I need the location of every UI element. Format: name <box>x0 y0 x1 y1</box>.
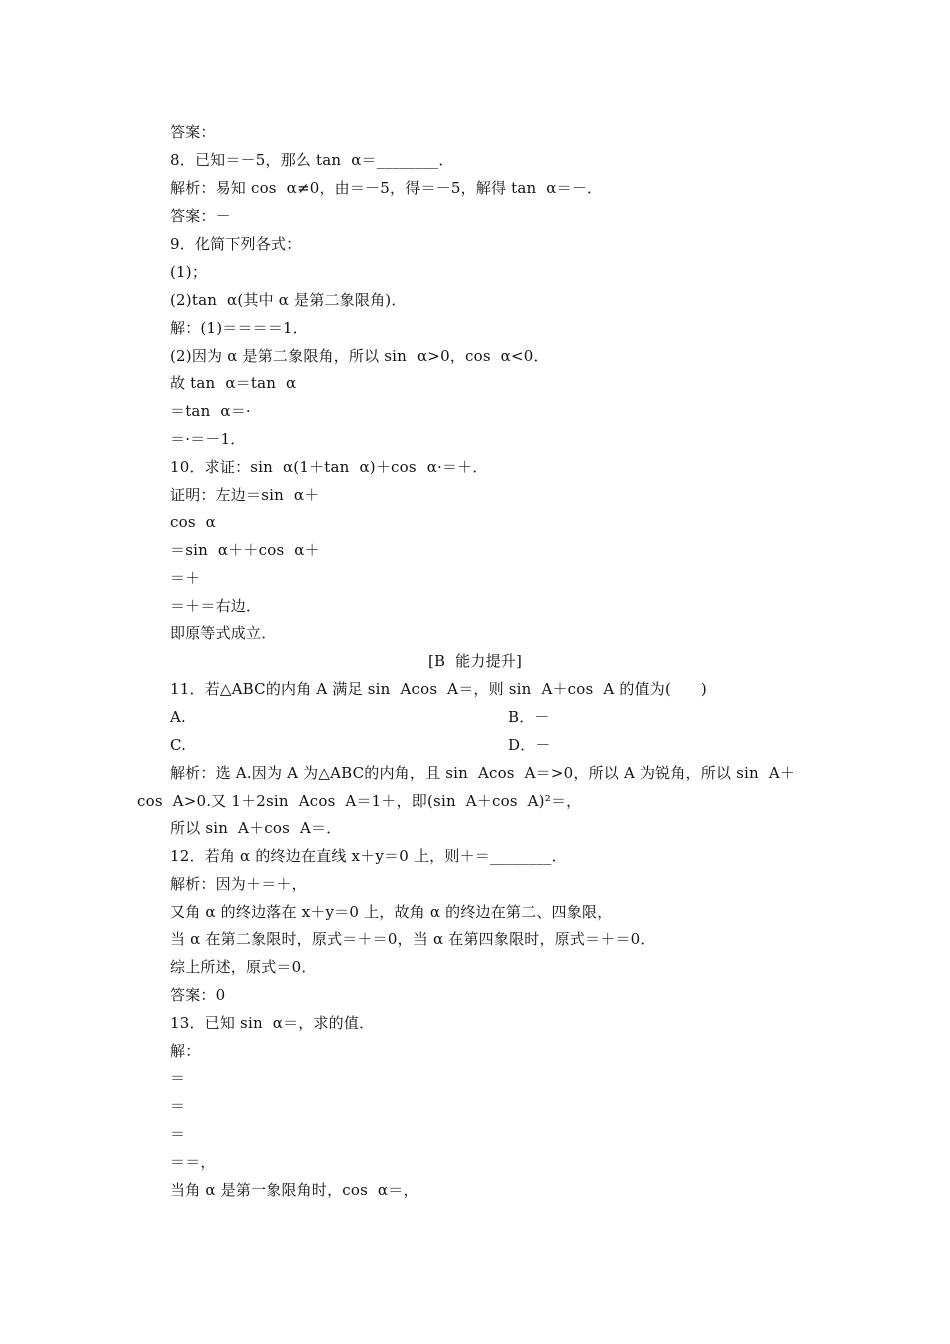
text-line: 当角 α 是第一象限角时，cos α＝， <box>170 1181 419 1199</box>
text-line: (1)； <box>170 263 208 281</box>
choice-a: A. <box>170 708 187 726</box>
text-line: ＝sin α＋＋cos α＋ <box>170 541 320 559</box>
text-line: 8．已知＝－5，那么 tan α＝________． <box>170 151 454 169</box>
text-line: 所以 sin A＋cos A＝． <box>170 819 342 837</box>
text-line: 13．已知 sin α＝，求的值． <box>170 1014 375 1032</box>
text-line: ＝＋ <box>170 569 201 587</box>
choice-b: B．－ <box>508 708 550 726</box>
text-line: 解：(1)＝＝＝＝1． <box>170 319 308 337</box>
text-line: ＝ <box>170 1097 186 1115</box>
text-line: (2)tan α(其中 α 是第二象限角)． <box>170 291 407 309</box>
text-line: 答案： <box>170 123 216 141</box>
text-line: ＝ <box>170 1125 186 1143</box>
text-line: 12．若角 α 的终边在直线 x＋y＝0 上，则＋＝________． <box>170 847 567 865</box>
text-line: 答案：0 <box>170 986 226 1004</box>
section-heading: [B 能力提升] <box>427 652 523 670</box>
text-line: 9．化简下列各式： <box>170 235 302 253</box>
text-line: ＝tan α＝· <box>170 402 251 420</box>
text-line: 即原等式成立． <box>170 624 277 642</box>
text-line: ＝·＝－1． <box>170 430 246 448</box>
choice-d: D．－ <box>508 736 551 754</box>
text-line: (2)因为 α 是第二象限角，所以 sin α>0，cos α<0． <box>170 347 549 365</box>
text-line: 10．求证：sin α(1＋tan α)＋cos α·＝＋． <box>170 458 488 476</box>
text-line: 解析：选 A.因为 A 为△ABC的内角，且 sin Acos A＝>0，所以 A 为锐角，所以 sin A＋ <box>170 764 796 782</box>
text-line: ＝＋＝右边． <box>170 597 262 615</box>
choice-c: C. <box>170 736 187 754</box>
text-line: 11．若△ABC的内角 A 满足 sin Acos A＝，则 sin A＋cos A 的值为( ) <box>170 680 707 698</box>
text-line: 综上所述，原式＝0． <box>170 958 317 976</box>
text-line: ＝＝， <box>170 1153 216 1171</box>
text-line: 解： <box>170 1042 201 1060</box>
text-line: 答案：－ <box>170 207 231 225</box>
text-line: 解析：因为＋＝＋， <box>170 875 307 893</box>
text-line: 故 tan α＝tan α <box>170 374 297 392</box>
text-line: 解析：易知 cos α≠0，由＝－5，得＝－5，解得 tan α＝－． <box>170 179 603 197</box>
text-line: 当 α 在第二象限时，原式＝＋＝0，当 α 在第四象限时，原式＝＋＝0． <box>170 930 656 948</box>
text-line: ＝ <box>170 1069 186 1087</box>
text-line: 证明：左边＝sin α＋ <box>170 486 320 504</box>
text-line: 又角 α 的终边落在 x＋y＝0 上，故角 α 的终边在第二、四象限， <box>170 903 613 921</box>
text-line: cos A>0.又 1＋2sin Acos A＝1＋，即(sin A＋cos A)²＝， <box>137 792 582 810</box>
text-line: cos α <box>170 513 216 531</box>
